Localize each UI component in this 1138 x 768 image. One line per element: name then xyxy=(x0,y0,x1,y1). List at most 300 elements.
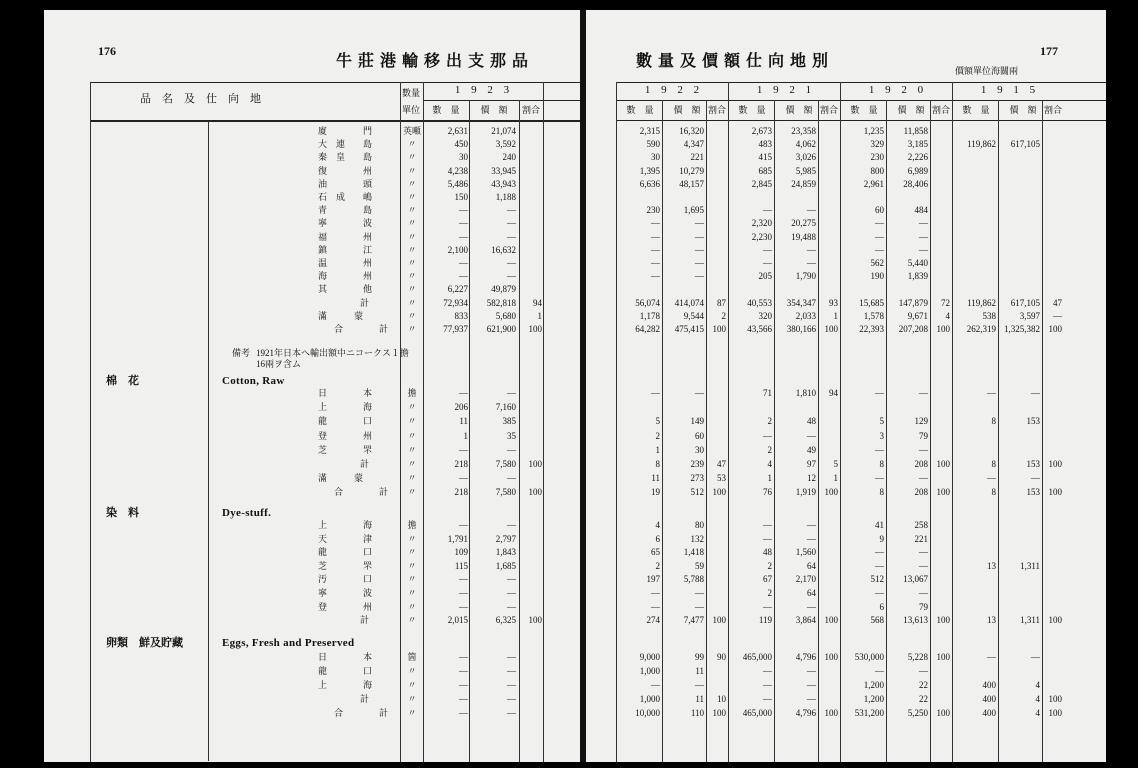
ratio-cell: 100 xyxy=(936,615,950,626)
qty-cell: 19 xyxy=(651,487,660,498)
qty-header: 數 量 xyxy=(962,105,990,115)
qty-cell: 2 xyxy=(767,560,772,571)
qty-cell: 13 xyxy=(987,615,996,626)
unit-cell: 〃 xyxy=(407,487,417,498)
destination-label: 海 州 xyxy=(318,271,373,282)
qty-cell: 590 xyxy=(646,139,660,150)
qty-1923: — xyxy=(459,231,468,242)
qty-cell: 64,282 xyxy=(635,324,660,334)
section-title-ja: 棉 花 xyxy=(106,375,139,387)
value-1923: — xyxy=(507,271,516,282)
value-cell: — xyxy=(919,231,928,242)
rule-year xyxy=(424,100,580,101)
qty-cell: 6 xyxy=(655,533,660,544)
ratio-cell: 100 xyxy=(936,652,950,662)
value-1923: 6,325 xyxy=(495,615,516,626)
destination-label: 青 島 xyxy=(318,205,373,216)
qty-cell: 65 xyxy=(651,547,660,558)
qty-cell: 1,000 xyxy=(639,694,660,704)
value-cell: 2,226 xyxy=(907,152,928,163)
value-cell: 1,919 xyxy=(795,487,816,498)
qty-cell: 41 xyxy=(875,520,884,530)
value-1923: 240 xyxy=(502,152,516,163)
qty-1923: — xyxy=(459,708,468,718)
value-cell: 147,879 xyxy=(898,297,928,308)
qty-1923: 72,934 xyxy=(443,297,468,308)
ratio-1923: 100 xyxy=(528,459,542,469)
qty-cell: 22,393 xyxy=(859,324,884,334)
value-1923: 49,879 xyxy=(491,284,516,295)
qty-1923: 5,486 xyxy=(447,178,468,189)
unit-cell: 〃 xyxy=(407,271,417,282)
qty-1923: 1,791 xyxy=(447,533,468,544)
qty-cell: 2,961 xyxy=(863,178,884,189)
value-1923: 5,680 xyxy=(495,310,516,321)
value-cell: 30 xyxy=(695,444,704,455)
unit-cell: 〃 xyxy=(407,601,417,612)
ratio-cell: 100 xyxy=(936,324,950,334)
qty-cell: 5 xyxy=(655,416,660,427)
value-cell: — xyxy=(807,205,816,216)
qty-cell: 1,200 xyxy=(863,694,884,704)
qty-cell: 400 xyxy=(982,694,996,704)
year-1920-header: 1 9 2 0 xyxy=(868,84,928,96)
ratio-cell: 100 xyxy=(1048,694,1062,704)
value-header: 價 額 xyxy=(785,105,813,115)
left-page xyxy=(44,10,580,762)
qty-1923: — xyxy=(459,473,468,484)
value-cell: — xyxy=(695,601,704,612)
unit-cell: 擔 xyxy=(407,520,417,530)
page-title-right: 數量及價額仕向地別 xyxy=(636,53,835,70)
qty-cell: 119,862 xyxy=(967,139,996,150)
destination-label: 汚 口 xyxy=(318,574,373,585)
qty-cell: 562 xyxy=(870,258,884,268)
value-cell: 4 xyxy=(1035,708,1040,718)
qty-cell: — xyxy=(651,271,660,282)
ratio-cell: 10 xyxy=(717,694,726,704)
ratio-cell: 1 xyxy=(833,310,838,321)
qty-cell: 3 xyxy=(879,430,884,441)
qty-cell: 1,578 xyxy=(863,310,884,321)
qty-1923: — xyxy=(459,388,468,398)
value-cell: — xyxy=(695,244,704,255)
unit-cell: 〃 xyxy=(407,324,417,334)
note-label: 備考 xyxy=(232,348,251,358)
destination-label: 合 計 xyxy=(334,324,389,334)
qty-cell: — xyxy=(763,680,772,690)
qty-cell: — xyxy=(651,680,660,690)
value-cell: — xyxy=(919,588,928,598)
qty-1923: 115 xyxy=(454,560,468,571)
qty-1923: — xyxy=(459,218,468,229)
value-cell: 5,228 xyxy=(907,652,928,662)
unit-cell: 〃 xyxy=(407,218,417,229)
value-cell: — xyxy=(695,218,704,229)
qty-cell: 4 xyxy=(767,459,772,469)
qty-cell: 30 xyxy=(651,152,660,163)
qty-cell: 800 xyxy=(870,165,884,176)
value-cell: — xyxy=(807,533,816,544)
qty-cell: 43,566 xyxy=(747,324,772,334)
destination-label: 登 州 xyxy=(318,430,373,441)
ratio-cell: 100 xyxy=(824,324,838,334)
value-cell: 617,105 xyxy=(1010,139,1040,150)
value-cell: — xyxy=(807,520,816,530)
value-cell: 110 xyxy=(690,708,704,718)
destination-label: 龍 口 xyxy=(318,416,373,427)
qty-cell: 230 xyxy=(870,152,884,163)
qty-1923: 206 xyxy=(454,402,468,413)
qty-cell: 2 xyxy=(767,416,772,427)
qty-cell: 9 xyxy=(879,533,884,544)
value-cell: 512 xyxy=(690,487,704,498)
value-cell: — xyxy=(695,258,704,268)
value-cell: 64 xyxy=(807,560,816,571)
ratio-cell: 47 xyxy=(1053,297,1062,308)
value-1923: — xyxy=(507,205,516,216)
value-1923: 1,843 xyxy=(495,547,516,558)
value-cell: 3,864 xyxy=(795,615,816,626)
qty-cell: 2,673 xyxy=(751,126,772,136)
value-cell: 4,347 xyxy=(683,139,704,150)
year-1923-header: 1 9 2 3 xyxy=(454,84,514,96)
page-title-left: 牛莊港輸移出支那品 xyxy=(336,53,535,70)
qty-cell: 685 xyxy=(758,165,772,176)
qty-cell: 205 xyxy=(758,271,772,282)
qty-1923: 30 xyxy=(459,152,468,163)
ratio-header: 割合 xyxy=(931,105,950,115)
destination-label: 天 津 xyxy=(318,533,373,544)
destination-label: 寧 波 xyxy=(318,588,373,598)
destination-label: 秦 皇 島 xyxy=(318,152,373,163)
value-cell: — xyxy=(807,258,816,268)
unit-cell: 〃 xyxy=(407,547,417,558)
qty-1923: — xyxy=(459,258,468,268)
value-1923: — xyxy=(507,694,516,704)
value-cell: 1,311 xyxy=(1020,615,1040,626)
ratio-1923: 94 xyxy=(533,297,542,308)
unit-cell: 〃 xyxy=(407,615,417,626)
qty-cell: 40,553 xyxy=(747,297,772,308)
value-1923: 33,945 xyxy=(491,165,516,176)
value-cell: 484 xyxy=(914,205,928,216)
value-header: 價 額 xyxy=(673,105,701,115)
ratio-header: 割合 xyxy=(707,105,726,115)
value-1923: 2,797 xyxy=(495,533,516,544)
destination-label: 廈 門 xyxy=(318,126,373,136)
qty-cell: 538 xyxy=(982,310,996,321)
value-cell: 1,839 xyxy=(907,271,928,282)
destination-label: 登 州 xyxy=(318,601,373,612)
destination-label: 温 州 xyxy=(318,258,373,268)
unit-cell: 〃 xyxy=(407,258,417,268)
value-cell: — xyxy=(1031,388,1040,398)
qty-cell: 8 xyxy=(991,459,996,469)
value-cell: 9,544 xyxy=(683,310,704,321)
value-cell: 12 xyxy=(807,473,816,484)
unit-cell: 〃 xyxy=(407,444,417,455)
qty-cell: — xyxy=(651,231,660,242)
destination-label: 寧 波 xyxy=(318,218,373,229)
value-1923: — xyxy=(507,666,516,676)
qty-1923: — xyxy=(459,205,468,216)
value-cell: 28,406 xyxy=(903,178,928,189)
value-cell: 149 xyxy=(690,416,704,427)
qty-cell: 5 xyxy=(879,416,884,427)
ratio-cell: 100 xyxy=(1048,459,1062,469)
value-cell: — xyxy=(1031,473,1040,484)
value-cell: 414,074 xyxy=(674,297,704,308)
unit-cell: 〃 xyxy=(407,473,417,484)
qty-1923: — xyxy=(459,601,468,612)
ratio-header: 割合 xyxy=(819,105,838,115)
value-cell: 20,275 xyxy=(791,218,816,229)
qty-cell: — xyxy=(875,473,884,484)
page-number-left: 176 xyxy=(98,44,116,58)
qty-cell: 2,230 xyxy=(751,231,772,242)
qty-cell: 1,000 xyxy=(639,666,660,676)
ratio-cell: 47 xyxy=(717,459,726,469)
value-header: 價 額 xyxy=(1009,105,1037,115)
value-cell: — xyxy=(695,588,704,598)
value-cell: 2,170 xyxy=(795,574,816,585)
value-cell: — xyxy=(919,444,928,455)
qty-1923: 2,015 xyxy=(447,615,468,626)
qty-1923: 109 xyxy=(454,547,468,558)
qty-cell: 1 xyxy=(767,473,772,484)
unit-cell: 〃 xyxy=(407,244,417,255)
value-cell: 48 xyxy=(807,416,816,427)
value-cell: 79 xyxy=(919,430,928,441)
ratio-cell: 100 xyxy=(1048,708,1062,718)
qty-cell: 2 xyxy=(655,560,660,571)
qty-cell: 8 xyxy=(655,459,660,469)
qty-cell: 530,000 xyxy=(854,652,884,662)
value-cell: 132 xyxy=(690,533,704,544)
unit-header-top: 數量 xyxy=(401,88,420,98)
ratio-header: 割合 xyxy=(521,105,540,115)
value-cell: 59 xyxy=(695,560,704,571)
ratio-cell: 100 xyxy=(1048,615,1062,626)
section-title-en: Dye-stuff. xyxy=(222,507,272,519)
destination-label: 計 xyxy=(360,615,370,626)
qty-cell: 67 xyxy=(763,574,772,585)
qty-cell: 119,862 xyxy=(967,297,996,308)
ratio-cell: 72 xyxy=(941,297,950,308)
note-text: 1921年日本へ輸出額中ニコークス１擔 xyxy=(256,348,409,358)
value-cell: 1,325,382 xyxy=(1004,324,1040,334)
ratio-cell: 100 xyxy=(936,459,950,469)
value-1923: 43,943 xyxy=(491,178,516,189)
rule-top xyxy=(90,82,580,83)
value-cell: — xyxy=(919,560,928,571)
qty-cell: 483 xyxy=(758,139,772,150)
ratio-cell: 4 xyxy=(945,310,950,321)
value-cell: — xyxy=(1031,652,1040,662)
qty-1923: — xyxy=(459,652,468,662)
ratio-cell: 1 xyxy=(833,473,838,484)
qty-cell: 8 xyxy=(991,416,996,427)
value-cell: 6,989 xyxy=(907,165,928,176)
qty-cell: — xyxy=(763,533,772,544)
value-cell: 617,105 xyxy=(1010,297,1040,308)
qty-cell: 465,000 xyxy=(742,708,772,718)
qty-cell: 4 xyxy=(655,520,660,530)
value-cell: 99 xyxy=(695,652,704,662)
ratio-cell: 100 xyxy=(824,487,838,498)
qty-cell: 1,178 xyxy=(639,310,660,321)
qty-cell: 9,000 xyxy=(639,652,660,662)
qty-cell: 531,200 xyxy=(854,708,884,718)
unit-cell: 〃 xyxy=(407,310,417,321)
unit-cell: 〃 xyxy=(407,680,417,690)
unit-cell: 〃 xyxy=(407,402,417,413)
qty-cell: 6 xyxy=(879,601,884,612)
unit-cell: 〃 xyxy=(407,192,417,202)
unit-cell: 箇 xyxy=(407,652,417,662)
value-1923: 621,900 xyxy=(486,324,516,334)
qty-cell: 512 xyxy=(870,574,884,585)
ratio-1923: 100 xyxy=(528,615,542,626)
value-1923: 1,188 xyxy=(495,192,516,202)
value-cell: 4,796 xyxy=(795,708,816,718)
value-cell: — xyxy=(807,680,816,690)
qty-1923: — xyxy=(459,444,468,455)
value-cell: — xyxy=(695,388,704,398)
value-cell: 354,347 xyxy=(786,297,816,308)
value-cell: 239 xyxy=(690,459,704,469)
value-cell: 23,358 xyxy=(791,126,816,136)
value-cell: 1,560 xyxy=(795,547,816,558)
unit-cell: 〃 xyxy=(407,574,417,585)
qty-cell: 400 xyxy=(982,708,996,718)
destination-label: 合 計 xyxy=(334,487,389,498)
qty-cell: 48 xyxy=(763,547,772,558)
qty-header: 數 量 xyxy=(626,105,654,115)
qty-header: 數 量 xyxy=(850,105,878,115)
qty-1923: — xyxy=(459,520,468,530)
value-cell: 4 xyxy=(1035,680,1040,690)
qty-1923: 218 xyxy=(454,459,468,469)
ratio-cell: 100 xyxy=(824,708,838,718)
destination-label: 合 計 xyxy=(334,708,389,718)
ratio-cell: — xyxy=(1053,310,1062,321)
qty-cell: 320 xyxy=(758,310,772,321)
qty-cell: 8 xyxy=(991,487,996,498)
destination-label: 上 海 xyxy=(318,402,373,413)
unit-cell: 〃 xyxy=(407,284,417,295)
value-cell: 4,062 xyxy=(795,139,816,150)
destination-label: 計 xyxy=(360,459,370,469)
value-cell: 129 xyxy=(914,416,928,427)
value-cell: 153 xyxy=(1026,487,1040,498)
value-cell: 11 xyxy=(695,666,704,676)
unit-cell: 〃 xyxy=(407,560,417,571)
destination-label: 日 本 xyxy=(318,652,373,662)
unit-cell: 〃 xyxy=(407,139,417,150)
unit-cell: 〃 xyxy=(407,205,417,216)
unit-cell: 〃 xyxy=(407,416,417,427)
unit-cell: 擔 xyxy=(407,388,417,398)
ratio-1923: 1 xyxy=(537,310,542,321)
value-cell: — xyxy=(919,244,928,255)
destination-label: 福 州 xyxy=(318,231,373,242)
value-cell: — xyxy=(695,680,704,690)
qty-cell: 329 xyxy=(870,139,884,150)
qty-cell: — xyxy=(763,694,772,704)
value-1923: — xyxy=(507,231,516,242)
unit-cell: 〃 xyxy=(407,694,417,704)
destination-label: 鎮 江 xyxy=(318,244,373,255)
qty-cell: 56,074 xyxy=(635,297,660,308)
qty-1923: — xyxy=(459,694,468,704)
qty-cell: — xyxy=(875,560,884,571)
qty-cell: 76 xyxy=(763,487,772,498)
qty-cell: — xyxy=(875,444,884,455)
qty-cell: 2,845 xyxy=(751,178,772,189)
value-1923: 1,685 xyxy=(495,560,516,571)
ratio-cell: 100 xyxy=(824,652,838,662)
qty-cell: 568 xyxy=(870,615,884,626)
section-title-ja: 染 料 xyxy=(106,507,139,519)
value-cell: 475,415 xyxy=(674,324,704,334)
unit-cell: 〃 xyxy=(407,231,417,242)
value-cell: 2,033 xyxy=(795,310,816,321)
value-cell: 380,166 xyxy=(786,324,816,334)
qty-cell: 1 xyxy=(655,444,660,455)
ratio-cell: 100 xyxy=(936,487,950,498)
destination-label: 芝 罘 xyxy=(318,444,373,455)
qty-1923: 450 xyxy=(454,139,468,150)
ratio-cell: 100 xyxy=(936,708,950,718)
value-cell: 3,185 xyxy=(907,139,928,150)
value-header: 價 額 xyxy=(480,105,508,115)
unit-cell: 〃 xyxy=(407,459,417,469)
ratio-cell: 100 xyxy=(712,487,726,498)
value-1923: 582,818 xyxy=(486,297,516,308)
value-cell: 3,597 xyxy=(1019,310,1040,321)
qty-cell: — xyxy=(875,547,884,558)
value-cell: 19,488 xyxy=(791,231,816,242)
qty-cell: 13 xyxy=(987,560,996,571)
value-cell: 7,477 xyxy=(683,615,704,626)
qty-header: 數 量 xyxy=(432,105,460,115)
destination-label: 復 州 xyxy=(318,165,373,176)
value-cell: — xyxy=(807,694,816,704)
destination-label: 計 xyxy=(360,297,370,308)
qty-cell: 190 xyxy=(870,271,884,282)
unit-cell: 〃 xyxy=(407,533,417,544)
value-cell: 49 xyxy=(807,444,816,455)
qty-cell: 197 xyxy=(646,574,660,585)
value-1923: 3,592 xyxy=(495,139,516,150)
value-cell: 13,613 xyxy=(903,615,928,626)
ratio-1923: 100 xyxy=(528,487,542,498)
value-cell: — xyxy=(919,547,928,558)
ratio-1923: 100 xyxy=(528,324,542,334)
qty-cell: 1,395 xyxy=(639,165,660,176)
value-cell: 48,157 xyxy=(679,178,704,189)
qty-1923: — xyxy=(459,271,468,282)
value-cell: 9,671 xyxy=(907,310,928,321)
qty-cell: — xyxy=(987,473,996,484)
qty-1923: — xyxy=(459,680,468,690)
value-cell: 4,796 xyxy=(795,652,816,662)
qty-cell: — xyxy=(763,258,772,268)
unit-note: 價額單位海關兩 xyxy=(954,66,1018,76)
value-cell: 153 xyxy=(1026,416,1040,427)
